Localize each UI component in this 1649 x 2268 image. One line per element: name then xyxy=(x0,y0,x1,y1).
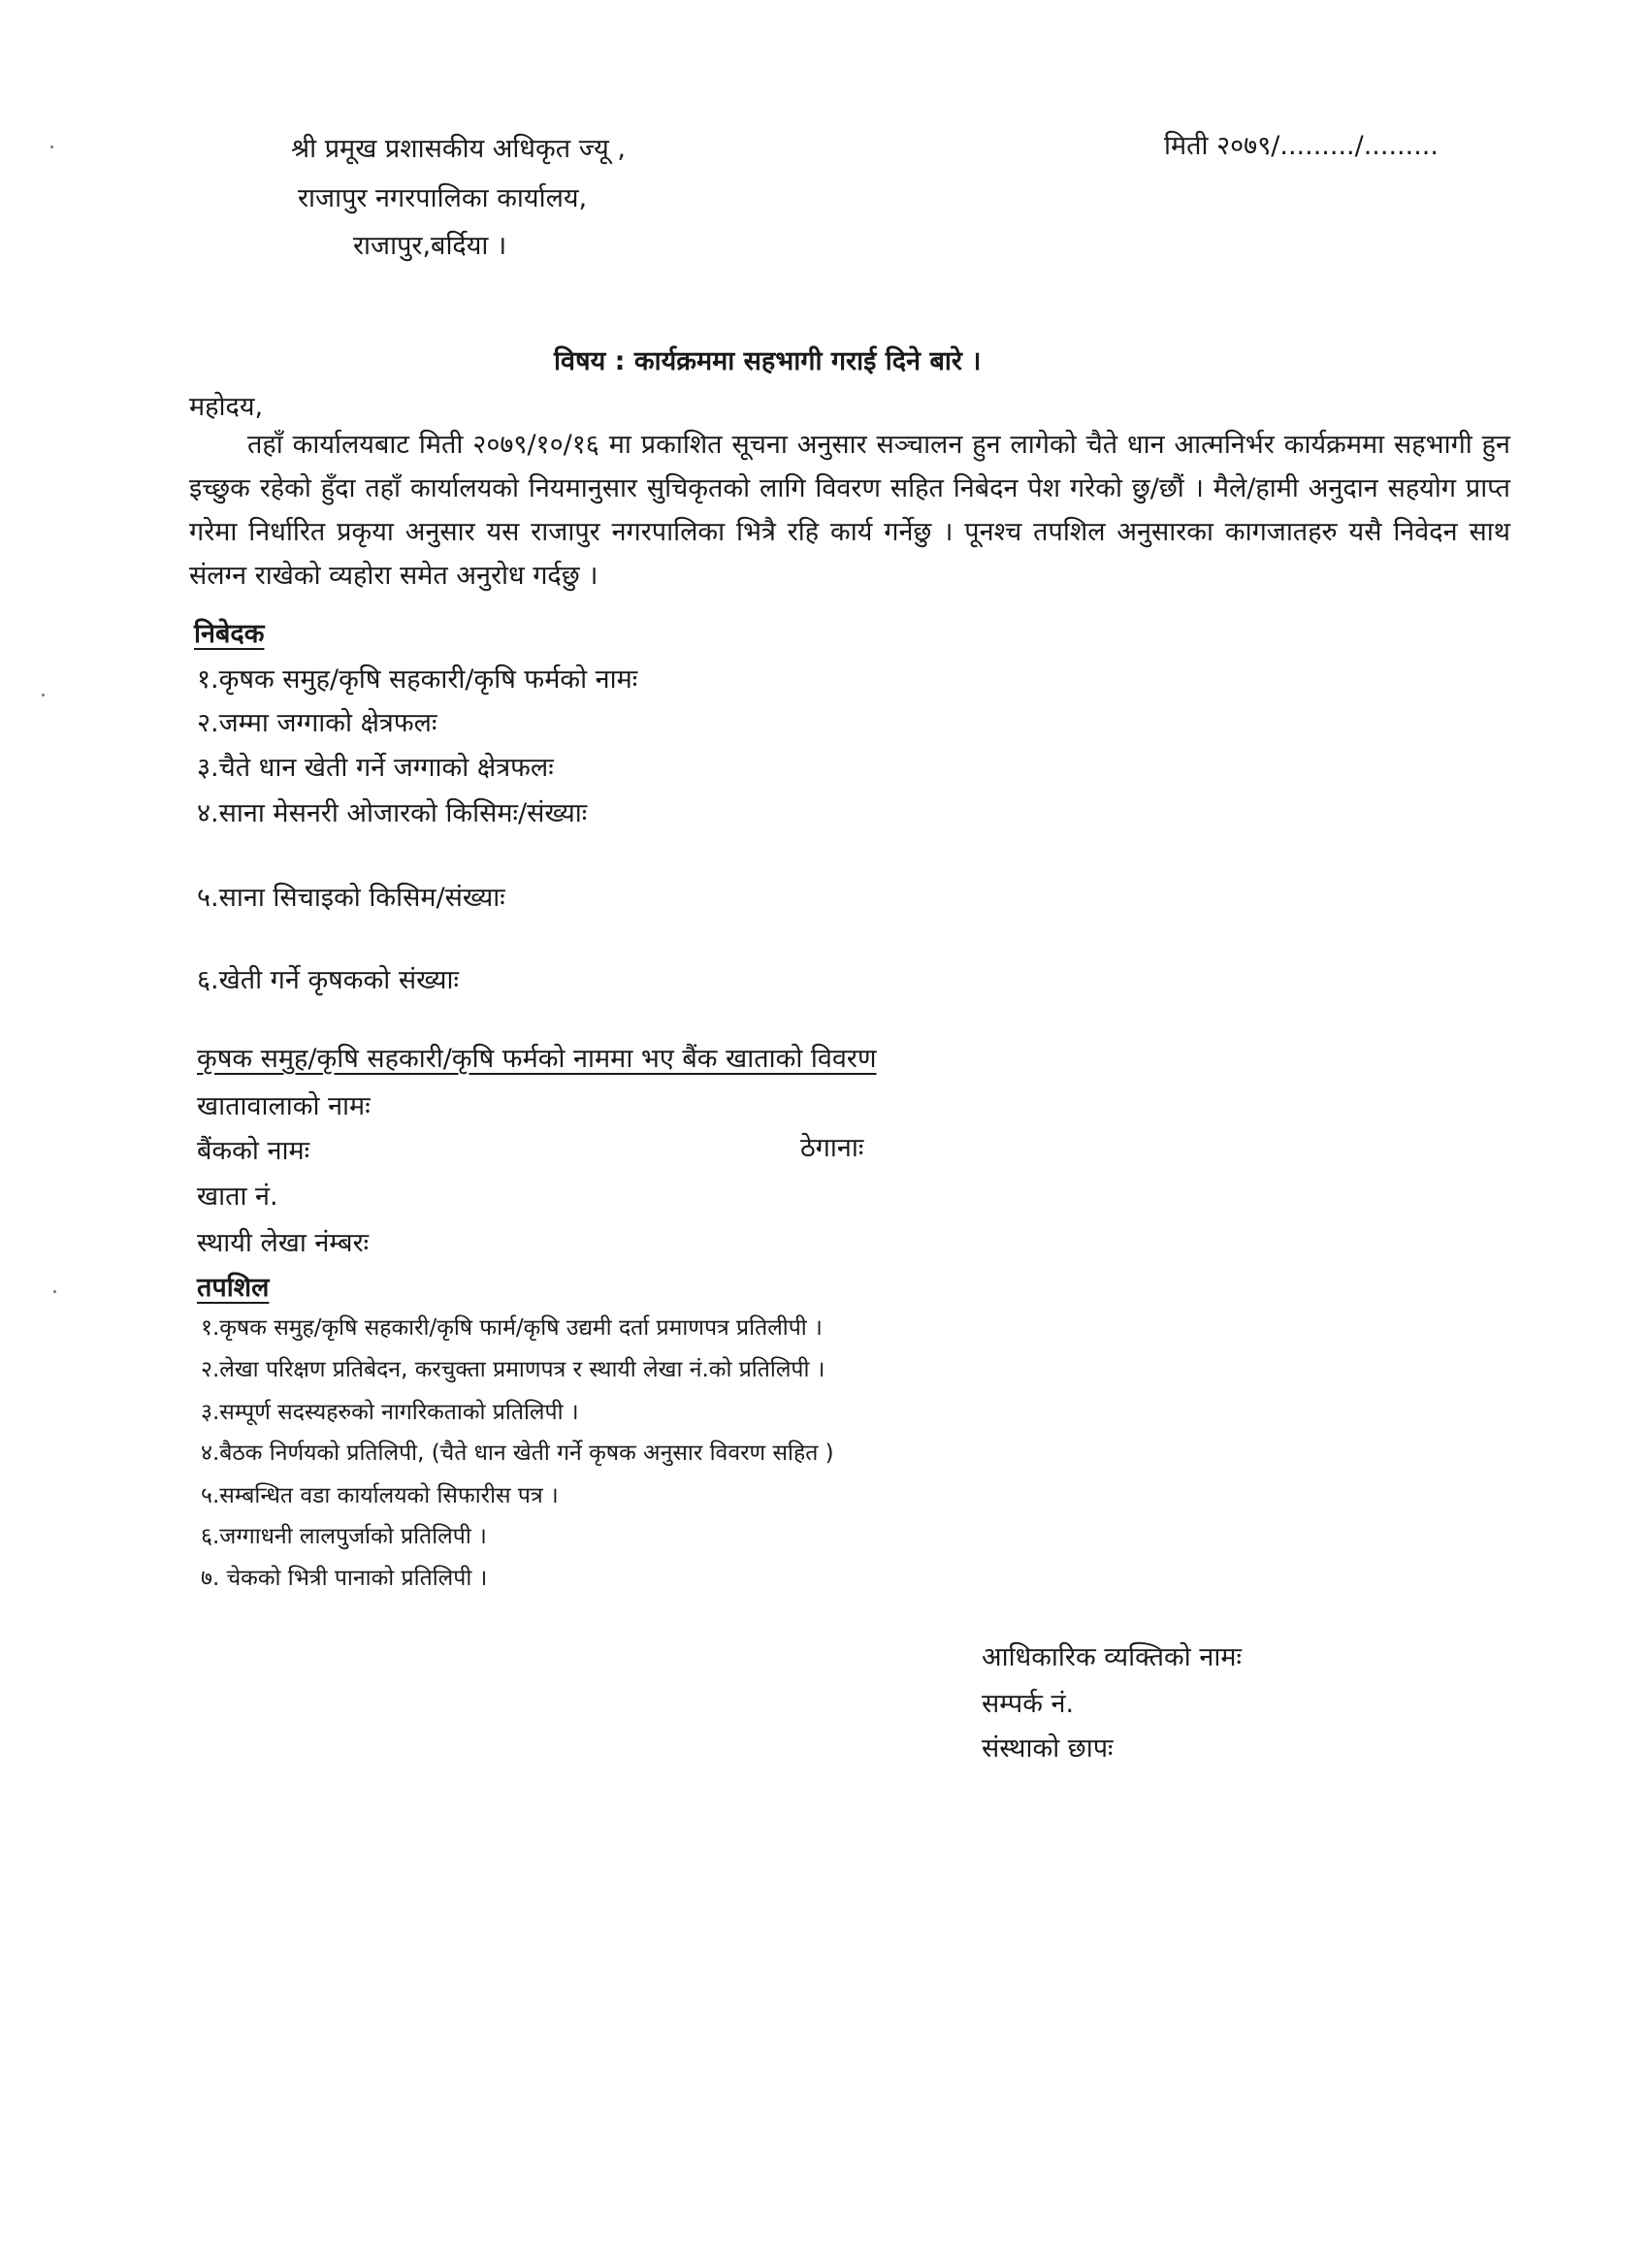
scan-speck xyxy=(42,694,45,697)
applicant-item-4: ४.साना मेसनरी ओजारको किसिमः/संख्याः xyxy=(197,798,588,828)
pan-number-label: स्थायी लेखा नंम्बरः xyxy=(197,1228,370,1258)
attachment-item-4: ४.बैठक निर्णयको प्रतिलिपी, (चैते धान खेती गर्ने कृषक अनुसार विवरण सहित ) xyxy=(201,1441,834,1466)
date-line: मिती २०७९/........./......... xyxy=(1164,131,1439,161)
attachment-item-6: ६.जग्गाधनी लालपुर्जाको प्रतिलिपी । xyxy=(201,1524,487,1549)
applicant-item-6: ६.खेती गर्ने कृषकको संख्याः xyxy=(197,965,459,995)
bank-name-label: बैंकको नामः xyxy=(197,1136,310,1166)
addressee-line-3: राजापुर,बर्दिया । xyxy=(353,231,507,261)
addressee-line-2: राजापुर नगरपालिका कार्यालय, xyxy=(298,183,588,213)
attachment-item-2: २.लेखा परिक्षण प्रतिबेदन, करचुक्ता प्रमाणपत्र र स्थायी लेखा नं.को प्रतिलिपी । xyxy=(201,1357,825,1382)
organization-stamp-label: संस्थाको छापः xyxy=(982,1733,1114,1764)
salutation: महोदय, xyxy=(189,392,264,422)
body-paragraph-text: तहाँ कार्यालयबाट मिती २०७९/१०/१६ मा प्रकाशित सूचना अनुसार सञ्चालन हुन लागेको चैते धान आत्मनिर्भर कार्यक्रममा सहभागी हुन इच्छुक रहेको हुँदा तहाँ कार्यालयको नियमानुसार सुचिकृतको लागि विवरण सहित निबेदन पेश गरेको छु/छौं । मैले/हामी अनुदान सहयोग प्राप्त गरेमा निर्धारित प्रकृया अनुसार यस राजापुर नगरपालिका भित्रै रहि कार्य गर्नेछु । पूनश्च तपशिल अनुसारका कागजातहरु यसै निवेदन साथ संलग्न राखेको व्यहोरा समेत अनुरोध गर्दछु । xyxy=(189,430,1510,591)
scan-speck xyxy=(53,1290,56,1293)
account-number-label: खाता नं. xyxy=(197,1182,278,1212)
body-paragraph xyxy=(189,423,1510,598)
contact-number-label: सम्पर्क नं. xyxy=(982,1689,1075,1719)
bank-heading: कृषक समुह/कृषि सहकारी/कृषि फर्मको नाममा भए बैंक खाताको विवरण xyxy=(197,1044,877,1074)
applicant-item-3: ३.चैते धान खेती गर्ने जग्गाको क्षेत्रफलः xyxy=(197,753,554,783)
official-name-label: आधिकारिक व्यक्तिको नामः xyxy=(982,1642,1242,1672)
attachment-item-5: ५.सम्बन्धित वडा कार्यालयको सिफारीस पत्र । xyxy=(201,1483,559,1508)
applicant-item-2: २.जम्मा जग्गाको क्षेत्रफलः xyxy=(197,708,437,738)
applicant-item-5: ५.साना सिचाइको किसिम/संख्याः xyxy=(197,883,505,913)
addressee-line-1: श्री प्रमूख प्रशासकीय अधिकृत ज्यू , xyxy=(291,134,627,164)
attachment-item-1: १.कृषक समुह/कृषि सहकारी/कृषि फार्म/कृषि उद्यमी दर्ता प्रमाणपत्र प्रतिलीपी । xyxy=(201,1315,823,1341)
attachments-heading: तपशिल xyxy=(197,1273,270,1303)
attachment-item-7: ७. चेकको भित्री पानाको प्रतिलिपी । xyxy=(201,1566,488,1591)
account-holder-label: खातावालाको नामः xyxy=(197,1091,371,1121)
applicant-item-1: १.कृषक समुह/कृषि सहकारी/कृषि फर्मको नामः xyxy=(197,664,638,695)
scan-speck xyxy=(50,146,53,148)
subject-line: विषय : कार्यक्रममा सहभागी गराई दिने बारे । xyxy=(554,346,982,376)
address-label: ठेगानाः xyxy=(800,1133,864,1163)
attachment-item-3: ३.सम्पूर्ण सदस्यहरुको नागरिकताको प्रतिलिपी । xyxy=(201,1400,579,1425)
applicant-heading: निबेदक xyxy=(194,619,265,649)
